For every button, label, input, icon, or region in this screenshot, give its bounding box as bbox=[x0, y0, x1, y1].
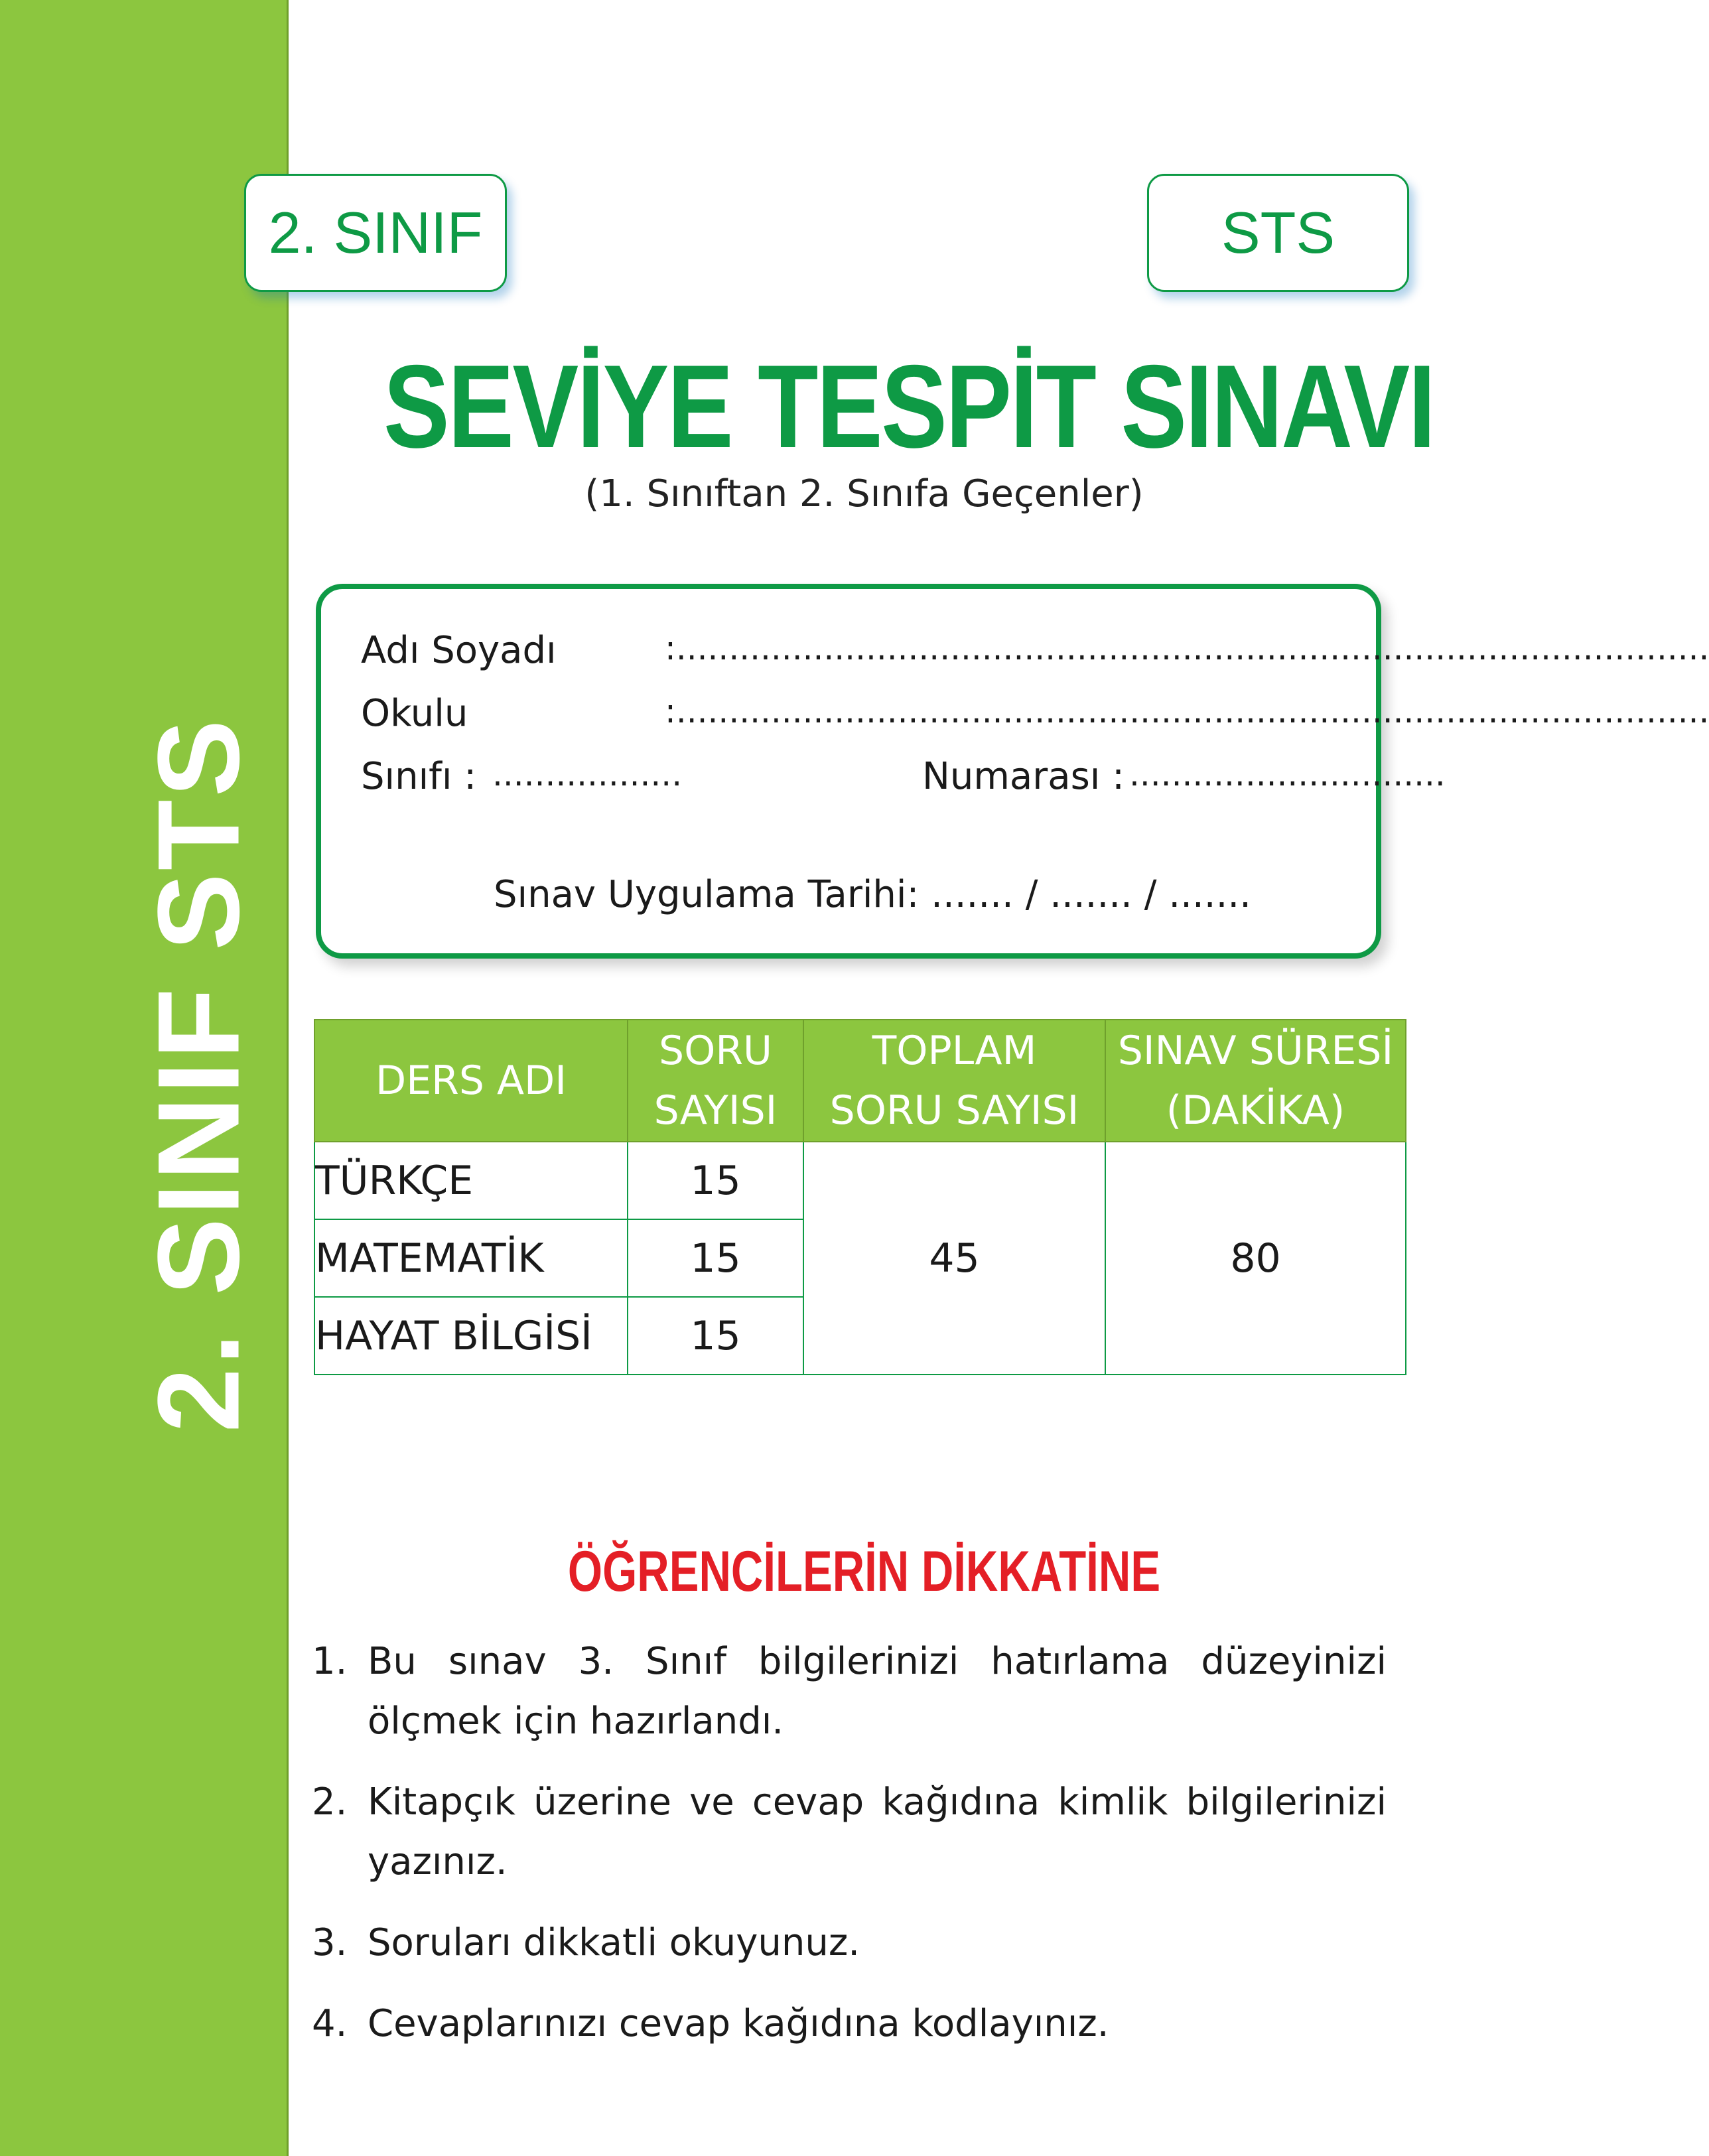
name-label: Adı Soyadı bbox=[361, 629, 557, 672]
item-text: Soruları dikkatli okuyunuz. bbox=[368, 1921, 860, 1964]
school-label: Okulu bbox=[361, 692, 468, 735]
page-subtitle: (1. Sınıftan 2. Sınıfa Geçenler) bbox=[584, 472, 1144, 515]
instructions-list bbox=[312, 1632, 1387, 2075]
school-colon: : bbox=[665, 692, 676, 730]
item-number: 2. bbox=[312, 1781, 348, 1824]
list-item bbox=[312, 1632, 1387, 1751]
name-row bbox=[361, 629, 557, 672]
school-dots: .................................................................................................. bbox=[675, 692, 1709, 730]
date-day[interactable]: ....... bbox=[931, 873, 1014, 916]
notice-title: ÖĞRENCİLERİN DİKKATİNE bbox=[567, 1540, 1161, 1603]
item-number: 3. bbox=[312, 1921, 348, 1964]
table-row bbox=[314, 1142, 1406, 1219]
page-title: SEVİYE TESPİT SINAVI bbox=[383, 340, 1434, 472]
list-item bbox=[312, 1913, 1387, 1973]
subject-cell: TÜRKÇE bbox=[314, 1142, 628, 1219]
list-item bbox=[312, 1994, 1387, 2054]
count-cell: 15 bbox=[628, 1219, 803, 1297]
class-row bbox=[361, 755, 476, 798]
school-row bbox=[361, 692, 468, 735]
name-colon: : bbox=[665, 629, 676, 667]
name-field[interactable] bbox=[665, 629, 1709, 667]
name-dots: .................................................................................................. bbox=[675, 629, 1709, 667]
number-row bbox=[922, 755, 1125, 798]
duration-cell: 80 bbox=[1105, 1142, 1406, 1375]
date-month[interactable]: ....... bbox=[1050, 873, 1132, 916]
item-text: Bu sınav 3. Sınıf bilgilerinizi hatırlama düzeyinizi ölçmek için hazırlandı. bbox=[368, 1640, 1387, 1743]
total-cell: 45 bbox=[803, 1142, 1105, 1375]
student-info-box bbox=[316, 584, 1709, 959]
class-label: Sınıfı : bbox=[361, 755, 477, 798]
count-cell: 15 bbox=[628, 1142, 803, 1219]
exam-code-tag: STS bbox=[1147, 174, 1409, 292]
item-number: 4. bbox=[312, 2002, 348, 2045]
class-field[interactable]: .................. bbox=[492, 755, 683, 793]
date-sep-1: / bbox=[1025, 873, 1038, 916]
number-label: Numarası : bbox=[922, 755, 1125, 798]
header-question-count: SORU SAYISI bbox=[628, 1020, 803, 1142]
subject-cell: HAYAT BİLGİSİ bbox=[314, 1297, 628, 1375]
exam-table bbox=[314, 1019, 1406, 1375]
table-header-row bbox=[314, 1020, 1406, 1142]
grade-tag: 2. SINIF bbox=[244, 174, 507, 292]
date-year[interactable]: ....... bbox=[1168, 873, 1251, 916]
sidebar-title: 2. SINIF STS bbox=[134, 716, 264, 1433]
sidebar-band bbox=[0, 0, 289, 2156]
count-cell: 15 bbox=[628, 1297, 803, 1375]
list-item bbox=[312, 1773, 1387, 1892]
date-label: Sınav Uygulama Tarihi: bbox=[494, 873, 920, 916]
header-total-questions: TOPLAM SORU SAYISI bbox=[803, 1020, 1105, 1142]
item-number: 1. bbox=[312, 1640, 348, 1683]
school-field[interactable] bbox=[665, 692, 1709, 730]
header-subject: DERS ADI bbox=[314, 1020, 628, 1142]
date-sep-2: / bbox=[1144, 873, 1157, 916]
item-text: Cevaplarınızı cevap kağıdına kodlayınız. bbox=[368, 2002, 1109, 2045]
date-row bbox=[494, 873, 1251, 916]
subject-cell: MATEMATİK bbox=[314, 1219, 628, 1297]
header-duration: SINAV SÜRESİ (DAKİKA) bbox=[1105, 1020, 1406, 1142]
item-text: Kitapçık üzerine ve cevap kağıdına kimlik bilgilerinizi yazınız. bbox=[368, 1781, 1387, 1883]
number-field[interactable]: .............................. bbox=[1129, 755, 1446, 793]
